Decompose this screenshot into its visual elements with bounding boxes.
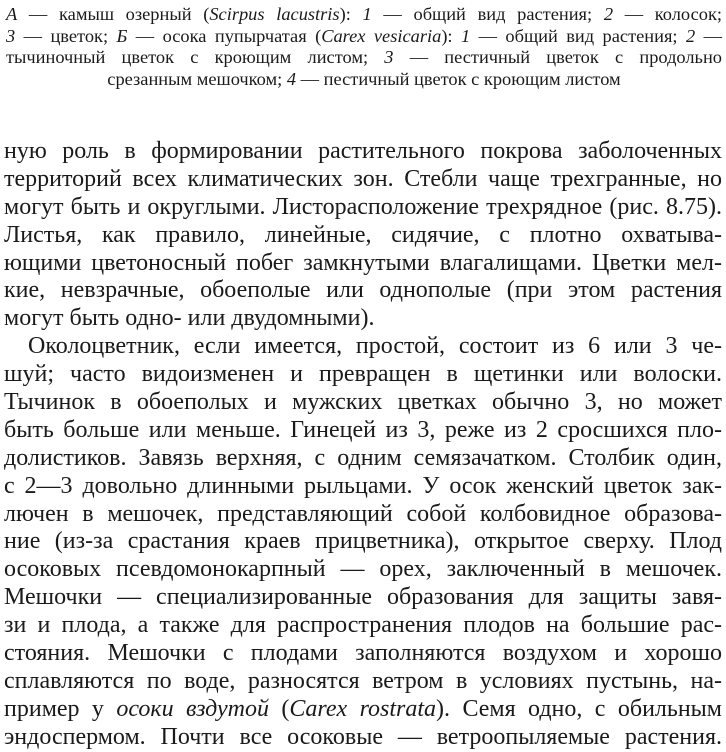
caption-italic-text: 3: [384, 47, 394, 67]
text-line: [4, 584, 722, 612]
caption-text: — общий вид растения;: [470, 25, 686, 46]
figure-caption: [6, 4, 722, 90]
text-line: [4, 640, 722, 668]
text-line: [4, 305, 722, 333]
text-segment: пример у: [4, 695, 117, 722]
caption-text: срезанным мешочком;: [107, 68, 287, 89]
caption-text: — осока пупырчатая (: [127, 25, 322, 46]
text-segment: могут быть одно- или двудомными).: [4, 305, 375, 332]
text-line: [4, 556, 722, 584]
caption-text: — пестичный цветок с продольно: [393, 47, 722, 67]
text-line: [4, 696, 722, 724]
caption-italic-text: Scirpus lacustris: [209, 4, 340, 24]
text-segment: ную роль в формировании растительного покрова заболоченных: [4, 138, 722, 164]
text-line: [4, 473, 722, 501]
caption-italic-text: 2: [685, 25, 696, 46]
text-line: [4, 389, 722, 417]
text-segment: эндоспермом. Почти все осоковые — ветроопыляемые растения.: [4, 723, 722, 750]
text-segment: зи и плода, а также для распространения плодов на большие рас-: [4, 612, 722, 639]
caption-line: [6, 69, 722, 91]
caption-italic-text: 2: [603, 4, 614, 24]
caption-italic-text: 1: [362, 4, 372, 24]
caption-text: — цветок;: [15, 25, 117, 46]
text-line: [4, 501, 722, 529]
text-segment: территорий всех климатических зон. Стебли чаще трехгранные, но: [4, 165, 722, 192]
text-line: [4, 668, 722, 696]
caption-text: —: [695, 25, 722, 46]
text-line: [4, 724, 722, 752]
text-line: [4, 528, 722, 556]
caption-italic-text: Б: [116, 25, 128, 46]
text-segment: (: [269, 695, 290, 722]
body-text: [4, 138, 722, 752]
caption-line: [6, 4, 722, 26]
text-segment: лючен в мешочек, представляющий собой колбовидное образова-: [4, 500, 722, 527]
caption-text: тычиночный цветок с кроющим листом;: [6, 47, 385, 67]
caption-text: ):: [339, 4, 363, 24]
caption-line: [6, 26, 722, 48]
caption-italic-text: 1: [460, 25, 471, 46]
text-segment: осоковых псевдомонокарпный — орех, заключенный в мешочек.: [4, 556, 722, 583]
text-line: [4, 612, 722, 640]
text-segment: быть больше или меньше. Гинецей из 3, реже из 2 сросшихся пло-: [4, 416, 722, 443]
text-segment: Листья, как правило, линейные, сидячие, с плотно охватыва-: [4, 221, 722, 248]
text-segment: ние (из-за срастания краев прицветника), открытое сверху. Плод: [4, 528, 722, 555]
caption-italic-text: Carex vesicaria: [321, 25, 442, 46]
text-line: [4, 445, 722, 473]
text-segment: ющими цветоносный побег замкнутыми влагалищами. Цветки мел-: [4, 249, 722, 276]
text-segment: Мешочки — специализированные образования для защиты завя-: [4, 584, 722, 611]
caption-italic-text: 3: [6, 25, 16, 46]
caption-italic-text: А: [6, 4, 18, 24]
text-line: [4, 417, 722, 445]
text-segment: сплавляются по воде, разносятся ветром в условиях пустынь, на-: [4, 667, 722, 694]
caption-text: — пестичный цветок с кроющим листом: [296, 68, 621, 89]
text-line: [4, 166, 722, 194]
caption-text: — колосок;: [613, 4, 722, 24]
text-line: [4, 250, 722, 278]
text-line: [4, 194, 722, 222]
text-segment: шуй; часто видоизменен и превращен в щетинки или волоски.: [4, 361, 722, 388]
text-segment: Околоцветник, если имеется, простой, состоит из 6 или 3 че-: [28, 333, 722, 360]
caption-text: — общий вид растения;: [371, 4, 604, 24]
text-segment: Тычинок в обоеполых и мужских цветках обычно 3, но может: [4, 389, 722, 416]
caption-italic-text: 4: [286, 68, 297, 89]
italic-text: Carex rostrata: [289, 695, 437, 722]
caption-line: [6, 47, 722, 69]
italic-text: осоки вздутой: [116, 695, 269, 722]
text-line: [4, 361, 722, 389]
text-segment: долистиков. Завязь верхняя, с одним семязачатком. Столбик один,: [4, 444, 722, 471]
text-segment: ). Семя одно, с обильным: [436, 695, 722, 722]
caption-text: ):: [441, 25, 461, 46]
text-line: [4, 222, 722, 250]
text-line: [4, 277, 722, 305]
text-segment: могут быть и округлыми. Листорасположение трехрядное (рис. 8.75).: [4, 193, 722, 220]
text-segment: кие, невзрачные, обоеполые или однополые (при этом растения: [4, 277, 722, 304]
text-segment: с 2—3 довольно длинными рыльцами. У осок женский цветок зак-: [4, 472, 722, 499]
caption-text: — камыш озерный (: [17, 4, 210, 24]
text-line: [4, 138, 722, 166]
text-segment: стояния. Мешочки с плодами заполняются воздухом и хорошо: [4, 640, 722, 667]
text-line: [4, 333, 722, 361]
